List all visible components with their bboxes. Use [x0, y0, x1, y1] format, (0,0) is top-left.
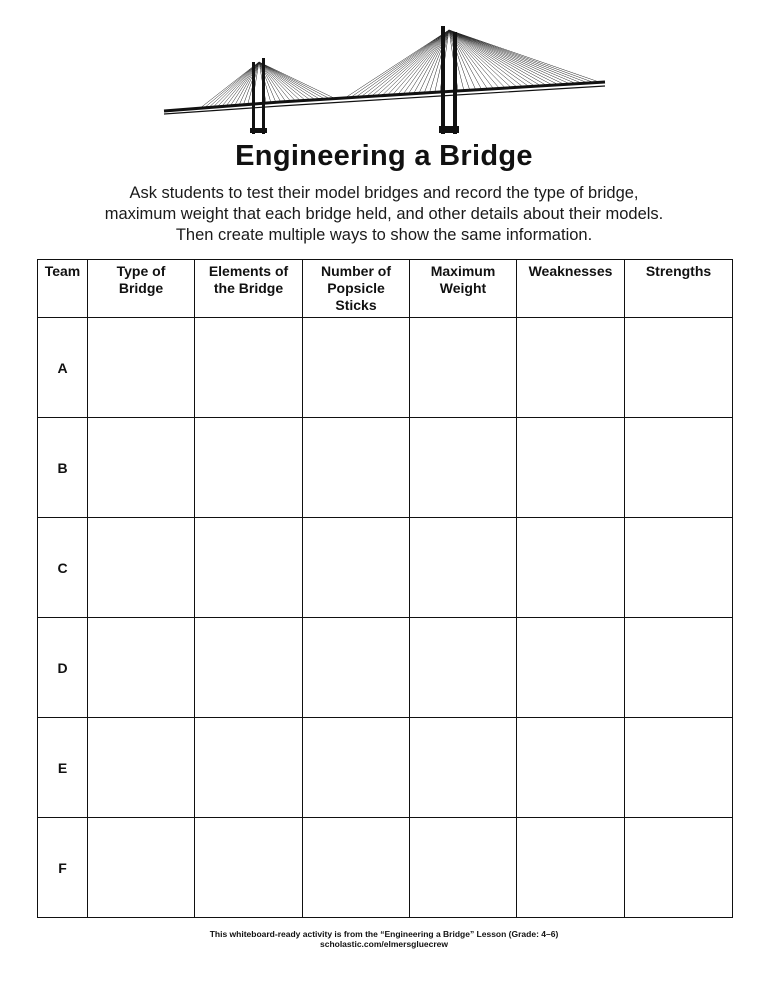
- cell-type[interactable]: [88, 518, 195, 618]
- cell-elements[interactable]: [195, 518, 303, 618]
- header-type-of-bridge: Type of Bridge: [88, 260, 195, 318]
- table-row: [38, 518, 733, 618]
- cell-strengths[interactable]: [625, 318, 733, 418]
- left-tower: [250, 58, 267, 134]
- cell-weaknesses[interactable]: [517, 418, 625, 518]
- cell-sticks[interactable]: [303, 618, 410, 718]
- cell-sticks[interactable]: [303, 318, 410, 418]
- cell-elements[interactable]: [195, 718, 303, 818]
- table-row: [38, 618, 733, 718]
- cell-weight[interactable]: [410, 418, 517, 518]
- table-row: [38, 418, 733, 518]
- footer: [0, 929, 768, 949]
- team-label: F: [38, 818, 88, 918]
- bridge-data-table: [37, 259, 733, 918]
- instruction-line: Then create multiple ways to show the same information.: [175, 226, 593, 244]
- cell-type[interactable]: [88, 718, 195, 818]
- cell-type[interactable]: [88, 418, 195, 518]
- cell-type[interactable]: [88, 818, 195, 918]
- cell-sticks[interactable]: [303, 518, 410, 618]
- cell-type[interactable]: [88, 318, 195, 418]
- team-label: D: [38, 618, 88, 718]
- header-maximum-weight: Maximum Weight: [410, 260, 517, 318]
- instruction-line: maximum weight that each bridge held, and other details about their models.: [104, 205, 664, 223]
- footer-credit: This whiteboard-ready activity is from the “Engineering a Bridge” Lesson (Grade: 4–6): [209, 929, 559, 939]
- table-row: [38, 318, 733, 418]
- cell-weaknesses[interactable]: [517, 518, 625, 618]
- team-label: C: [38, 518, 88, 618]
- cell-sticks[interactable]: [303, 418, 410, 518]
- cell-elements[interactable]: [195, 418, 303, 518]
- table-row: [38, 818, 733, 918]
- header-number-of-sticks: Number of Popsicle Sticks: [303, 260, 410, 318]
- cell-strengths[interactable]: [625, 718, 733, 818]
- cell-weaknesses[interactable]: [517, 318, 625, 418]
- cell-weaknesses[interactable]: [517, 818, 625, 918]
- cell-weaknesses[interactable]: [517, 618, 625, 718]
- cell-weight[interactable]: [410, 718, 517, 818]
- cell-weight[interactable]: [410, 318, 517, 418]
- table-row: [38, 718, 733, 818]
- cell-elements[interactable]: [195, 618, 303, 718]
- cell-weaknesses[interactable]: [517, 718, 625, 818]
- footer-link[interactable]: scholastic.com/elmersgluecrew: [319, 939, 449, 949]
- cell-sticks[interactable]: [303, 818, 410, 918]
- cell-weight[interactable]: [410, 618, 517, 718]
- header-elements-of-bridge: Elements of the Bridge: [195, 260, 303, 318]
- bridge-illustration: [160, 22, 610, 137]
- cell-weight[interactable]: [410, 818, 517, 918]
- cell-strengths[interactable]: [625, 818, 733, 918]
- header-team: Team: [38, 260, 88, 318]
- cell-elements[interactable]: [195, 818, 303, 918]
- instructions: [60, 183, 708, 246]
- cell-type[interactable]: [88, 618, 195, 718]
- instruction-line: Ask students to test their model bridges and record the type of bridge,: [129, 184, 639, 202]
- cell-strengths[interactable]: [625, 518, 733, 618]
- page-title: Engineering a Bridge: [235, 140, 533, 172]
- header-weaknesses: Weaknesses: [517, 260, 625, 318]
- team-label: B: [38, 418, 88, 518]
- header-strengths: Strengths: [625, 260, 733, 318]
- cell-sticks[interactable]: [303, 718, 410, 818]
- team-label: E: [38, 718, 88, 818]
- cell-weight[interactable]: [410, 518, 517, 618]
- cell-strengths[interactable]: [625, 618, 733, 718]
- cell-strengths[interactable]: [625, 418, 733, 518]
- cell-elements[interactable]: [195, 318, 303, 418]
- team-label: A: [38, 318, 88, 418]
- header-row: [38, 260, 733, 318]
- right-tower: [439, 26, 459, 134]
